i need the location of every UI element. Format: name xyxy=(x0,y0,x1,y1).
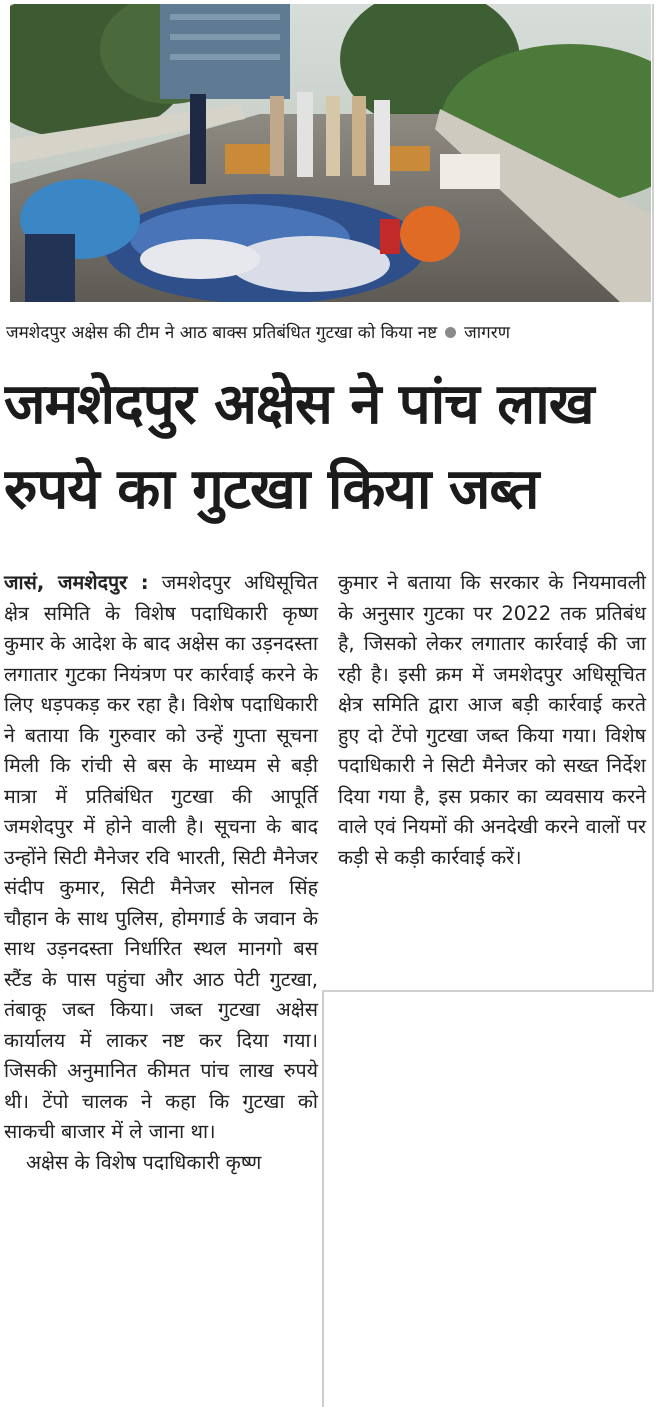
dateline: जासं, जमशेदपुर : xyxy=(4,571,149,594)
column-border-bottom xyxy=(322,990,654,992)
article-paragraph-3: कुमार ने बताया कि सरकार के नियमावली के अनुसार गुटका पर 2022 तक प्रतिबंध है, जिसको लेकर लगातार कार्रवाई की जा रही है। इसी क्रम में जमशेदपुर अधिसूचित क्षेत्र समिति द्वारा आज बड़ी कार्रवाई करते हुए दो टेंपो गुटखा जब्त किया गया। विशेष पदाधिकारी ने सिटी मैनेजर को सख्त निर्देश दिया गया है, इस प्रकार का व्यवसाय करने वाले एवं नियमों की अनदेखी करने वालों पर कड़ी से कड़ी कार्रवाई करें। xyxy=(338,571,646,869)
article-paragraph-2 xyxy=(4,1148,318,1179)
headline-line-2: रुपये का गुटखा किया जब्त xyxy=(4,457,539,522)
article-body-2: अक्षेस के विशेष पदाधिकारी कृष्ण xyxy=(26,1150,262,1174)
caption-text: जमशेदपुर अक्षेस की टीम ने आठ बाक्स प्रतिबंधित गुटखा को किया नष्ट xyxy=(6,323,438,343)
article-body-1: जमशेदपुर अधिसूचित क्षेत्र समिति के विशेष पदाधिकारी कृष्ण कुमार के आदेश के बाद अक्षेस का उड़नदस्ता लगातार गुटका नियंत्रण पर कार्रवाई करने के लिए धड़पकड़ कर रहा है। विशेष पदाधिकारी ने बताया कि गुरुवार को उन्हें गुप्ता सूचना मिली कि रांची से बस के माध्यम से बड़ी मात्रा में प्रतिबंधित गुटखा की आपूर्ति जमशेदपुर में होने वाली है। सूचना के बाद उन्होंने सिटी मैनेजर रवि भारती, सिटी मैनेजर संदीप कुमार, सिटी मैनेजर सोनल सिंह चौहान के साथ पुलिस, होमगार्ड के जवान के साथ उड़नदस्ता निर्धारित स्थल मानगो बस स्टैंड के पास पहुंचा और आठ पेटी गुटखा, तंबाकू जब्त किया। जब्त गुटखा अक्षेस कार्यालय में लाकर नष्ट कर दिया गया। जिसकी अनुमानित कीमत पांच लाख रुपये थी। टेंपो चालक ने कहा कि गुटखा को साकची बाजार में ले जाना था। xyxy=(4,571,318,1143)
photo-illustration-icon xyxy=(10,4,651,302)
bullet-dot-icon xyxy=(445,327,456,338)
headline xyxy=(4,362,649,532)
article-paragraph-1 xyxy=(4,568,318,1148)
column-border-left xyxy=(322,990,324,1407)
article-column-2 xyxy=(338,568,646,873)
photo-caption xyxy=(6,318,651,348)
article-column-1 xyxy=(4,568,318,1178)
headline-line-1: जमशेदपुर अक्षेस ने पांच लाख xyxy=(4,372,594,437)
news-photo xyxy=(10,4,651,302)
column-border-right xyxy=(652,4,654,992)
caption-source: जागरण xyxy=(464,323,510,343)
